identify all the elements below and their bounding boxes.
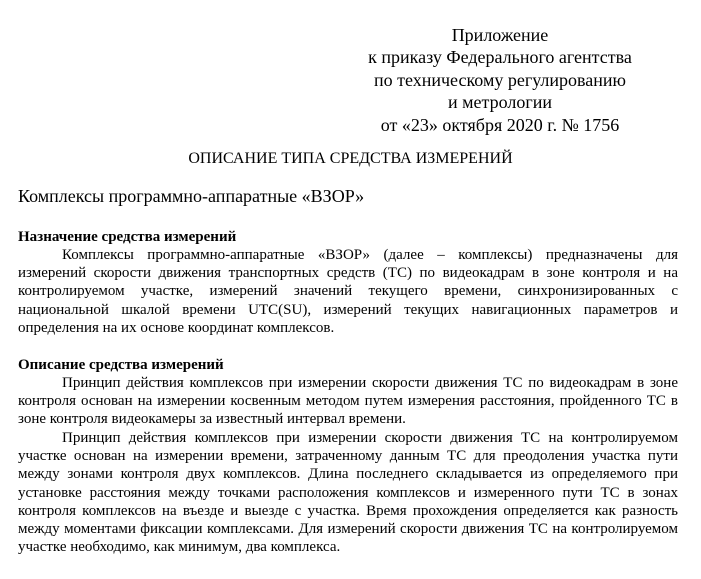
appendix-line-5: от «23» октября 2020 г. № 1756 [380,114,620,135]
description-heading: Описание средства измерений [18,357,224,373]
document-subject: Комплексы программно-аппаратные «ВЗОР» [18,186,365,206]
document-title: ОПИСАНИЕ ТИПА СРЕДСТВА ИЗМЕРЕНИЙ [188,150,513,167]
appendix-line-2: к приказу Федерального агентства [368,47,632,68]
description-paragraph-1: Принцип действия комплексов при измерении скорости движения ТС по видеокадрам в зоне контроля основан на измерении косвенным методом путем измерения расстояния, пройденного ТС в зоне контроля видеокамеры за известный интервал времени. [18,375,678,428]
appendix-line-3: по техническому регулированию [373,69,627,90]
purpose-paragraph: Комплексы программно-аппаратные «ВЗОР» (далее – комплексы) предназначены для измерений скорости движения транспортных средств (ТС) по видеокадрам в зоне контроля и на контролируемом участке, измерений значений текущего времени, синхронизированных с национальной шкалой времени UTC(SU), измерений текущих навигационных параметров и определения на их основе координат комплексов. [18,247,678,336]
purpose-heading: Назначение средства измерений [18,229,237,245]
appendix-line-4: и метрологии [448,92,552,113]
appendix-block [340,24,660,136]
description-paragraph-2: Принцип действия комплексов при измерении скорости движения ТС на контролируемом участке основан на измерении времени, затраченному данным ТС для преодоления участка пути между зонами контроля двух комплексов. Длина последнего складывается из определяемого при установке расстояния между точками расположения комплексов и измеренного пути ТС в зонах контроля комплексов на въезде и выезде с участка. Время прохождения определяется как разность между моментами фиксации комплексами. Для измерений скорости движения ТС на контролируемом участке необходимо, как минимум, два комплекса. [18,430,678,556]
appendix-line-1: Приложение [451,25,549,45]
